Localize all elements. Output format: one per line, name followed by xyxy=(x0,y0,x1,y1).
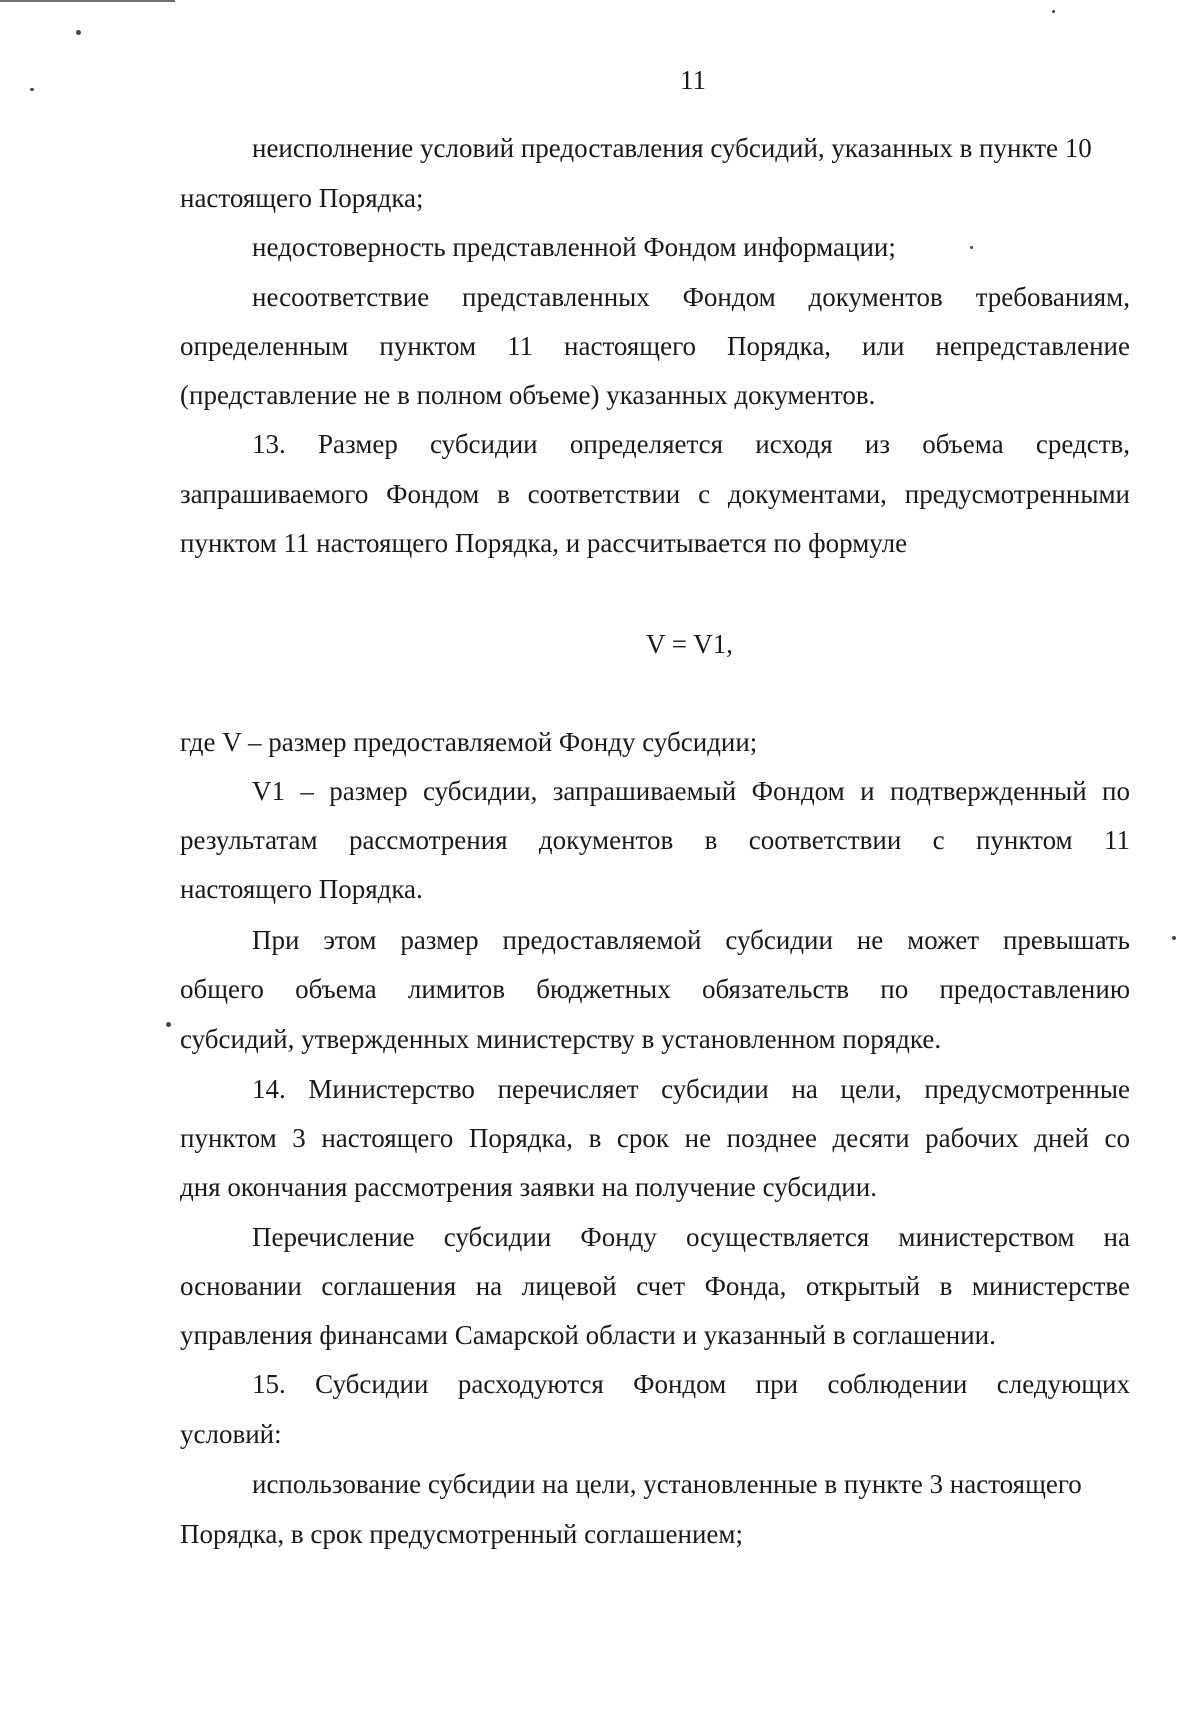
text-line: При этом размер предоставляемой субсидии не может превышать xyxy=(252,925,1130,955)
scan-edge-line xyxy=(0,0,175,2)
text-line: V1 – размер субсидии, запрашиваемый Фондом и подтвержденный по xyxy=(252,776,1130,806)
text-line: основании соглашения на лицевой счет Фонда, открытый в министерстве xyxy=(180,1271,1130,1301)
text-line: 13. Размер субсидии определяется исходя из объема средств, xyxy=(252,429,1130,459)
text-line: 14. Министерство перечисляет субсидии на цели, предусмотренные xyxy=(252,1074,1130,1104)
text-line: субсидий, утвержденных министерству в установленном порядке. xyxy=(180,1024,942,1054)
text-line: пунктом 11 настоящего Порядка, и рассчитывается по формуле xyxy=(180,528,908,558)
text-line: результатам рассмотрения документов в соответствии с пунктом 11 xyxy=(180,825,1130,855)
text-line: несоответствие представленных Фондом документов требованиям, xyxy=(252,282,1130,312)
text-line: где V – размер предоставляемой Фонду субсидии; xyxy=(180,727,758,757)
text-line: запрашиваемого Фондом в соответствии с документами, предусмотренными xyxy=(180,479,1130,509)
text-line: управления финансами Самарской области и указанный в соглашении. xyxy=(180,1320,996,1350)
text-line: использование субсидии на цели, установленные в пункте 3 настоящего xyxy=(252,1469,1082,1499)
scan-speck xyxy=(30,88,34,91)
scan-speck xyxy=(166,1022,171,1027)
text-line: определенным пунктом 11 настоящего Порядка, или непредставление xyxy=(180,331,1130,361)
text-line: (представление не в полном объеме) указанных документов. xyxy=(180,380,876,410)
scan-speck xyxy=(970,246,973,249)
text-line: 15. Субсидии расходуются Фондом при соблюдении следующих xyxy=(252,1369,1130,1399)
scan-speck xyxy=(1172,936,1176,940)
text-line: неисполнение условий предоставления субсидий, указанных в пункте 10 xyxy=(252,133,1092,163)
text-line: Перечисление субсидии Фонду осуществляется министерством на xyxy=(252,1222,1130,1252)
text-line: дня окончания рассмотрения заявки на получение субсидии. xyxy=(180,1172,877,1202)
text-line: пунктом 3 настоящего Порядка, в срок не позднее десяти рабочих дней со xyxy=(180,1123,1130,1153)
text-line: настоящего Порядка. xyxy=(180,874,423,904)
page-number: 11 xyxy=(680,65,706,95)
text-line: общего объема лимитов бюджетных обязательств по предоставлению xyxy=(180,974,1130,1004)
text-line: настоящего Порядка; xyxy=(180,183,424,213)
formula: V = V1, xyxy=(646,629,733,659)
text-line: условий: xyxy=(180,1419,282,1449)
text-line: недостоверность представленной Фондом информации; xyxy=(252,232,896,262)
text-line: Порядка, в срок предусмотренный соглашением; xyxy=(180,1519,743,1549)
scan-speck xyxy=(76,30,81,35)
scan-speck xyxy=(1052,10,1055,13)
